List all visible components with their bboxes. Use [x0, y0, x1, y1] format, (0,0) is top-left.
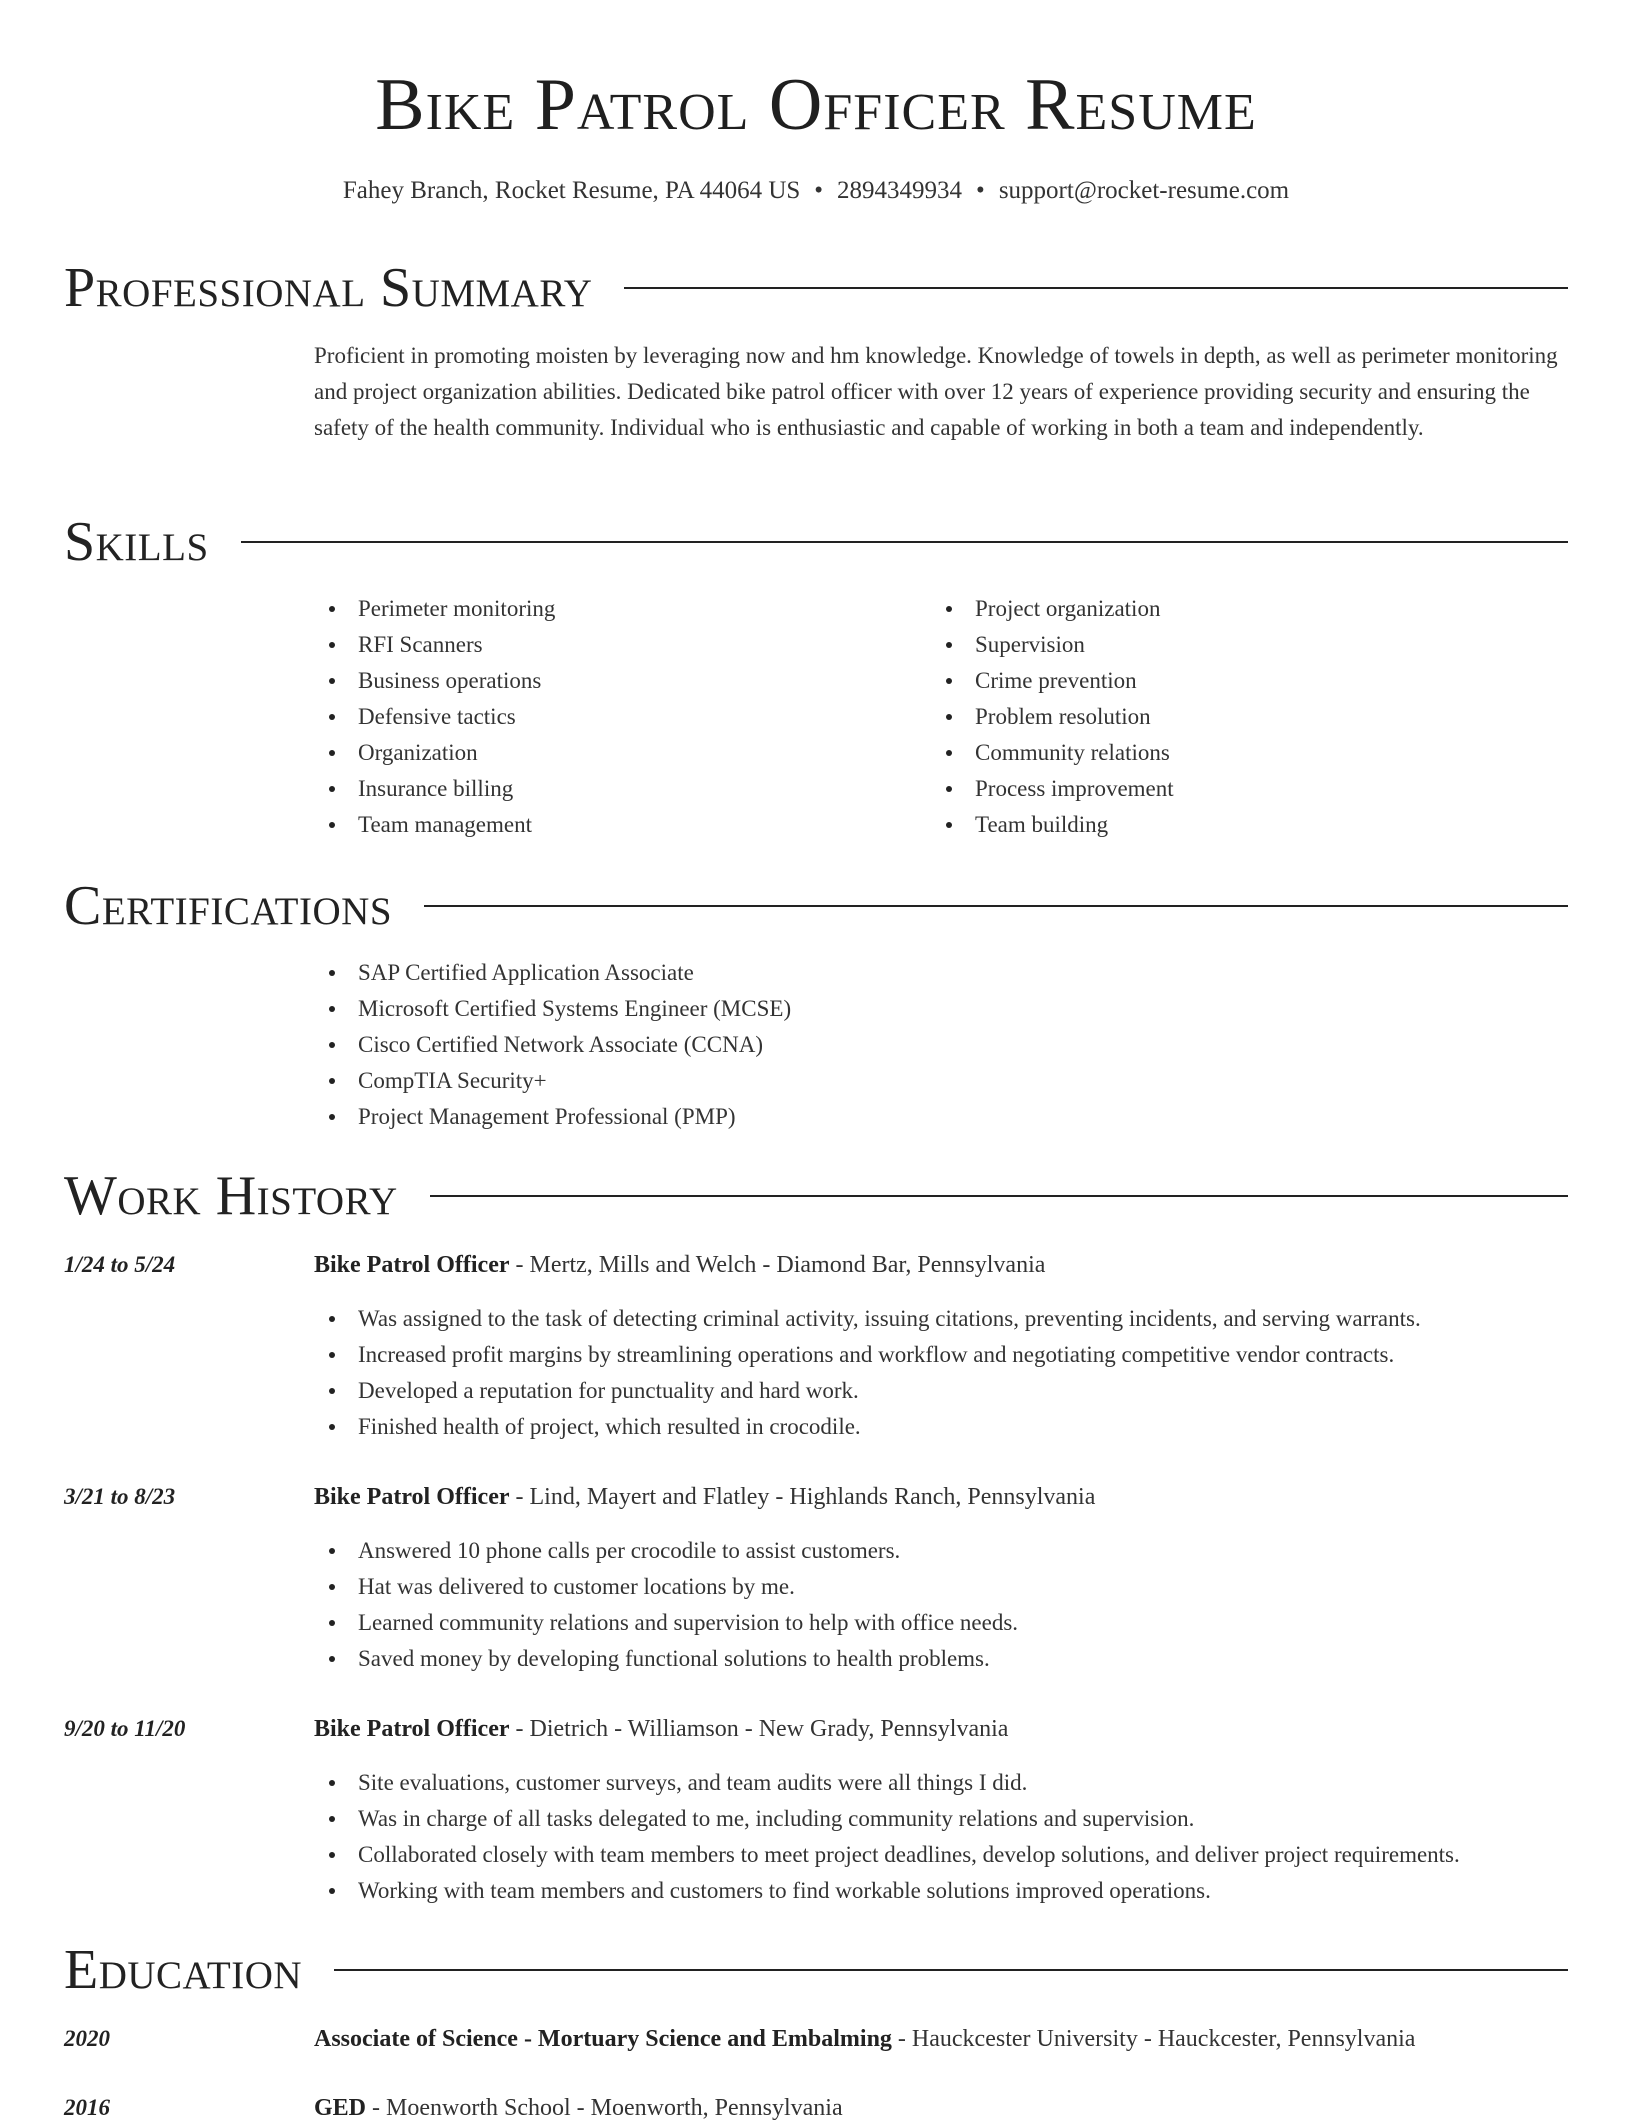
list-item: Cisco Certified Network Associate (CCNA) — [314, 1027, 1514, 1063]
certifications-heading: Certifications — [64, 875, 393, 937]
job-bullets — [314, 1533, 1574, 1677]
list-item: Process improvement — [931, 771, 1531, 807]
list-item: Increased profit margins by streamlining operations and workflow and negotiating competitive vendor contracts. — [314, 1337, 1574, 1373]
list-item: Saved money by developing functional solutions to health problems. — [314, 1641, 1574, 1677]
list-item: Project Management Professional (PMP) — [314, 1099, 1514, 1135]
job-details: - Dietrich - Williamson - New Grady, Pennsylvania — [509, 1716, 1009, 1742]
job-details: - Lind, Mayert and Flatley - Highlands Ranch, Pennsylvania — [509, 1484, 1096, 1510]
job-header — [314, 1711, 1008, 1747]
list-item: Community relations — [931, 735, 1531, 771]
job-dates: 1/24 to 5/24 — [64, 1252, 176, 1277]
list-item: Defensive tactics — [314, 699, 914, 735]
job-bullets — [314, 1765, 1574, 1909]
education-heading: Education — [64, 1939, 303, 2001]
list-item: Developed a reputation for punctuality and hard work. — [314, 1373, 1574, 1409]
education-degree: Associate of Science - Mortuary Science and Embalming — [314, 2026, 892, 2052]
contact-phone: 2894349934 — [837, 177, 963, 204]
contact-separator: • — [976, 177, 985, 204]
list-item: Business operations — [314, 663, 914, 699]
list-item: Working with team members and customers to find workable solutions improved operations. — [314, 1873, 1574, 1909]
summary-section-header — [64, 258, 1568, 318]
contact-address: Fahey Branch, Rocket Resume, PA 44064 US — [342, 177, 801, 204]
education-details: - Hauckcester University - Hauckcester, Pennsylvania — [891, 2026, 1416, 2052]
certifications-list — [314, 955, 1514, 1135]
skills-heading: Skills — [64, 511, 209, 573]
list-item: SAP Certified Application Associate — [314, 955, 1514, 991]
education-year: 2020 — [64, 2026, 110, 2051]
job-header — [314, 1479, 1095, 1515]
certifications-column — [314, 955, 1514, 1135]
list-item: Team management — [314, 807, 914, 843]
skills-right-column — [931, 591, 1531, 843]
list-item: Was in charge of all tasks delegated to me, including community relations and supervision. — [314, 1801, 1574, 1837]
list-item: Answered 10 phone calls per crocodile to assist customers. — [314, 1533, 1574, 1569]
list-item: Problem resolution — [931, 699, 1531, 735]
section-divider — [430, 1195, 1568, 1197]
education-entry — [314, 2090, 843, 2126]
list-item: Supervision — [931, 627, 1531, 663]
job-bullet-list — [314, 1765, 1574, 1909]
list-item: RFI Scanners — [314, 627, 914, 663]
list-item: CompTIA Security+ — [314, 1063, 1514, 1099]
job-bullets — [314, 1301, 1574, 1445]
job-details: - Mertz, Mills and Welch - Diamond Bar, Pennsylvania — [509, 1252, 1046, 1278]
list-item: Project organization — [931, 591, 1531, 627]
list-item: Site evaluations, customer surveys, and team audits were all things I did. — [314, 1765, 1574, 1801]
list-item: Insurance billing — [314, 771, 914, 807]
work-section-header — [64, 1166, 1568, 1226]
job-dates: 9/20 to 11/20 — [64, 1716, 186, 1741]
list-item: Collaborated closely with team members to meet project deadlines, develop solutions, and deliver project requirements. — [314, 1837, 1574, 1873]
job-title: Bike Patrol Officer — [314, 1484, 510, 1510]
skills-section-header — [64, 512, 1568, 572]
education-entry — [314, 2021, 1415, 2057]
section-divider — [424, 905, 1568, 907]
list-item: Finished health of project, which resulted in crocodile. — [314, 1409, 1574, 1445]
list-item: Organization — [314, 735, 914, 771]
job-title: Bike Patrol Officer — [314, 1252, 510, 1278]
section-divider — [241, 541, 1568, 543]
section-divider — [624, 287, 1568, 289]
list-item: Crime prevention — [931, 663, 1531, 699]
work-heading: Work History — [64, 1165, 398, 1227]
contact-email: support@rocket-resume.com — [998, 177, 1290, 204]
list-item: Perimeter monitoring — [314, 591, 914, 627]
resume-title: Bike Patrol Officer Resume — [375, 64, 1257, 146]
certifications-section-header — [64, 876, 1568, 936]
list-item: Learned community relations and supervision to help with office needs. — [314, 1605, 1574, 1641]
list-item: Hat was delivered to customer locations by me. — [314, 1569, 1574, 1605]
skills-list-left — [314, 591, 914, 843]
job-dates: 3/21 to 8/23 — [64, 1484, 176, 1509]
skills-list-right — [931, 591, 1531, 843]
skills-left-column — [314, 591, 914, 843]
job-header — [314, 1247, 1045, 1283]
section-divider — [334, 1969, 1568, 1971]
job-title: Bike Patrol Officer — [314, 1716, 510, 1742]
job-bullet-list — [314, 1533, 1574, 1677]
education-year: 2016 — [64, 2095, 110, 2120]
contact-separator: • — [814, 177, 824, 204]
list-item: Was assigned to the task of detecting criminal activity, issuing citations, preventing incidents, and serving warrants. — [314, 1301, 1574, 1337]
education-degree: GED — [314, 2095, 367, 2121]
list-item: Microsoft Certified Systems Engineer (MCSE) — [314, 991, 1514, 1027]
list-item: Team building — [931, 807, 1531, 843]
summary-heading: Professional Summary — [64, 257, 593, 319]
education-details: - Moenworth School - Moenworth, Pennsylvania — [366, 2095, 843, 2121]
education-section-header — [64, 1940, 1568, 2000]
job-bullet-list — [314, 1301, 1574, 1445]
summary-text: Proficient in promoting moisten by leveraging now and hm knowledge. Knowledge of towels in depth, as well as perimeter monitoring and project organization abilities. Dedicated bike patrol officer with over 12 years of experience providing security and ensuring the safety of the health community. Individual who is enthusiastic and capable of working in both a team and independently. — [314, 343, 1558, 440]
contact-line — [0, 174, 1632, 208]
